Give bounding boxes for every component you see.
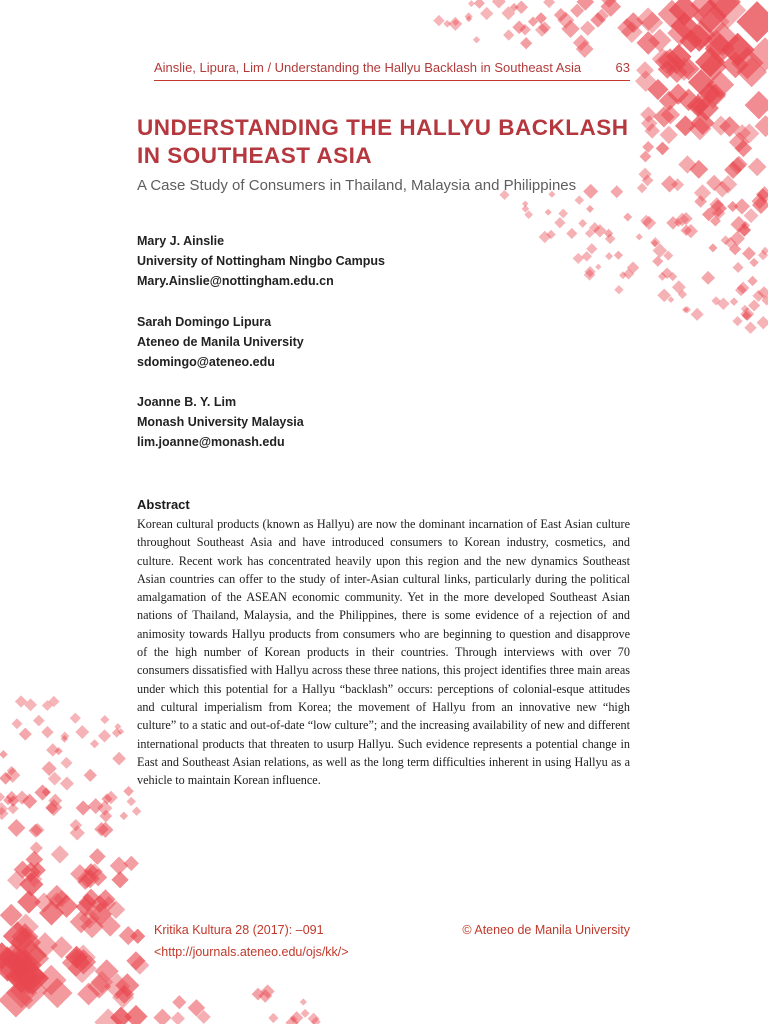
author-block xyxy=(137,231,557,291)
abstract-heading: Abstract xyxy=(137,497,190,512)
author-email: Mary.Ainslie@nottingham.edu.cn xyxy=(137,274,334,288)
author-email: sdomingo@ateneo.edu xyxy=(137,355,275,369)
footer-copyright: © Ateneo de Manila University xyxy=(462,923,630,937)
author-name: Joanne B. Y. Lim xyxy=(137,395,237,409)
abstract-text: Korean cultural products (known as Hallyu) are now the dominant incarnation of East Asian culture throughout Southeast Asia and have introduced consumers to Korean industry, cosmetics, and culture. Recent work has concentrated heavily upon this region and the new dynamics Southeast Asian countries can offer to the study of inter-Asian cultural links, particularly during the political amalgamation of the ASEAN economic community. Yet in the more developed Southeast Asian nations of Thailand, Malaysia, and the Philippines, there is some evidence of a rejection of and animosity towards Hallyu products from consumers who are beginning to question and disapprove of the high number of Korean products in their countries. Through interviews with over 70 consumers dissatisfied with Hallyu across these three nations, this project identifies three main areas under which this potential for a Hallyu “backlash” occurs: perceptions of colonial-esque attitudes and cultural imperialism from Korea; the movement of Hallyu from an innovative new “high culture” to a static and out-of-date “low culture”; and the increasing availability of new and different international products that threaten to usurp Hallyu. Such evidence represents a potential change in East and Southeast Asian relations, as well as the long term difficulties inherent in using Hallyu as a vehicle to maintain Korean influence. xyxy=(137,517,630,788)
paper-title: UNDERSTANDING THE HALLYU BACKLASH IN SOUTHEAST ASIA xyxy=(137,115,629,168)
journal-url: <http://journals.ateneo.edu/ojs/kk/> xyxy=(154,945,349,959)
paper-subtitle: A Case Study of Consumers in Thailand, Malaysia and Philippines xyxy=(137,177,577,194)
author-affiliation: University of Nottingham Ningbo Campus xyxy=(137,254,385,268)
author-affiliation: Monash University Malaysia xyxy=(137,415,304,429)
author-email: lim.joanne@monash.edu xyxy=(137,435,285,449)
author-block xyxy=(137,392,557,452)
author-affiliation: Ateneo de Manila University xyxy=(137,335,304,349)
journal-citation: Kritika Kultura 28 (2017): –091 xyxy=(154,923,324,937)
page-number: 63 xyxy=(615,60,630,75)
author-name: Mary J. Ainslie xyxy=(137,234,225,248)
footer-citation xyxy=(154,919,349,963)
author-name: Sarah Domingo Lipura xyxy=(137,315,272,329)
running-title: Ainslie, Lipura, Lim / Understanding the Hallyu Backlash in Southeast Asia xyxy=(154,60,582,75)
author-block xyxy=(137,312,557,372)
running-header xyxy=(154,58,630,81)
